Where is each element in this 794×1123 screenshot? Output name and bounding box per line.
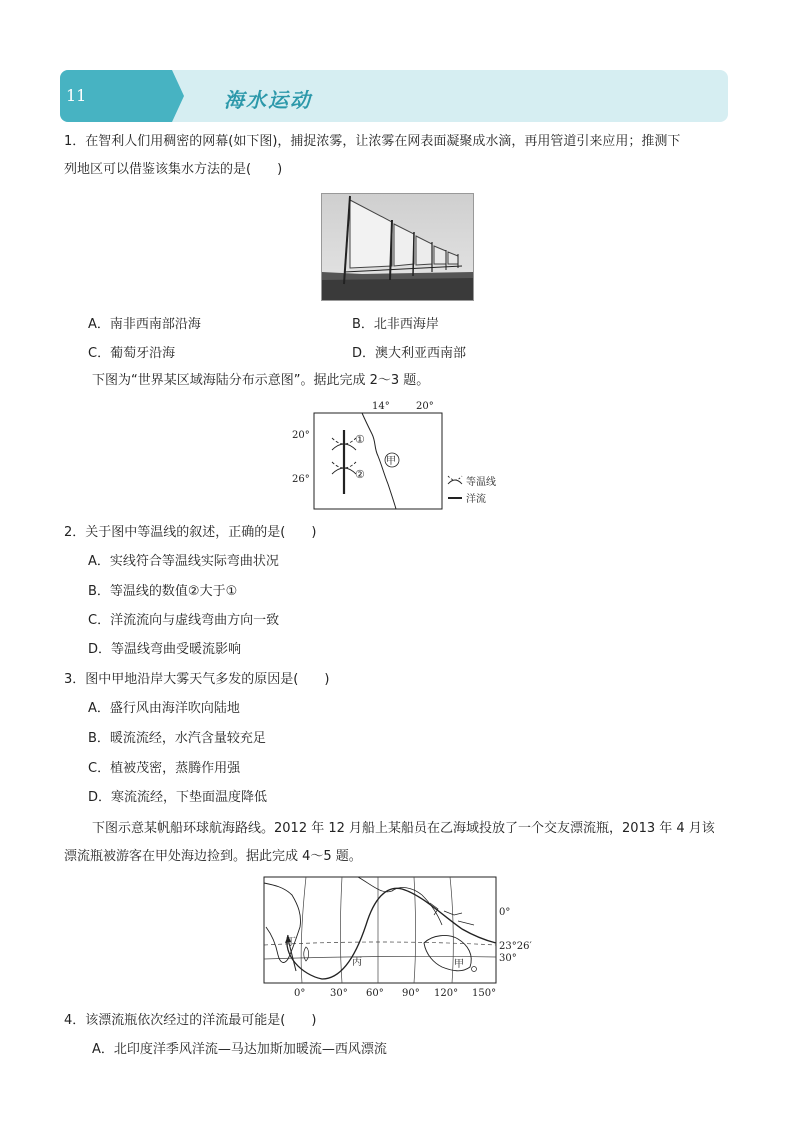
regional-sea-land-map: [290, 398, 510, 514]
map2-lon-90: 90°: [402, 988, 420, 999]
q3-stem: 3．图中甲地沿岸大雾天气多发的原因是( ): [64, 672, 330, 687]
map1-lon-14: 14°: [372, 401, 390, 412]
legend-current-label: 洋流: [466, 494, 486, 505]
map2-marker-ding: 丁: [286, 937, 296, 948]
q3-option-b[interactable]: B．暖流流经，水汽含量较充足: [88, 731, 266, 746]
intro-questions-4-5-line2: 漂流瓶被游客在甲处海边捡到。据此完成 4～5 题。: [64, 849, 362, 864]
q1-stem-line1: 1．在智利人们用稠密的网幕(如下图)，捕捉浓雾，让浓雾在网表面凝聚成水滴，再用管道引来应用；推测下: [64, 134, 681, 149]
q2-option-c[interactable]: C．洋流流向与虚线弯曲方向一致: [88, 613, 280, 628]
q1-option-c[interactable]: C．葡萄牙沿海: [88, 346, 176, 361]
section-title: 海水运动: [224, 88, 312, 112]
map2-lon-0: 0°: [294, 988, 306, 999]
map1-marker-2: ②: [355, 468, 365, 481]
q2-option-d[interactable]: D．等温线弯曲受暖流影响: [88, 642, 242, 657]
fog-net-photo: [321, 193, 474, 301]
legend-isotherm-icon-solid: [448, 480, 462, 484]
q2-option-b[interactable]: B．等温线的数值②大于①: [88, 584, 238, 599]
intro-questions-2-3: 下图为“世界某区域海陆分布示意图”。据此完成 2～3 题。: [92, 373, 430, 388]
map2-lon-120: 120°: [434, 988, 459, 999]
map2-lon-30: 30°: [330, 988, 348, 999]
map1-lon-20: 20°: [416, 401, 434, 412]
map2-lat-30: 30°: [499, 953, 517, 964]
map2-lon-150: 150°: [472, 988, 497, 999]
map2-marker-bing: 丙: [352, 957, 362, 968]
q4-stem: 4．该漂流瓶依次经过的洋流最可能是( ): [64, 1013, 317, 1028]
map1-lat-26: 26°: [292, 474, 310, 485]
map1-marker-1: ①: [355, 433, 365, 446]
q1-option-a[interactable]: A．南非西南部沿海: [88, 317, 201, 332]
map1-marker-jia: 甲: [386, 456, 396, 467]
intro-questions-4-5-line1: 下图示意某帆船环球航海路线。2012 年 12 月船上某船员在乙海域投放了一个交友漂流瓶，2013 年 4 月该: [92, 821, 715, 836]
q1-option-b[interactable]: B．北非西海岸: [352, 317, 439, 332]
q3-option-a[interactable]: A．盛行风由海洋吹向陆地: [88, 701, 240, 716]
q1-option-d[interactable]: D．澳大利亚西南部: [352, 346, 467, 361]
map2-lat-tropic: 23°26′: [499, 941, 532, 952]
legend-isotherm-icon: [448, 476, 462, 480]
q2-stem: 2．关于图中等温线的叙述，正确的是( ): [64, 525, 317, 540]
banner-arrow-icon: [172, 70, 184, 122]
q2-option-a[interactable]: A．实线符合等温线实际弯曲状况: [88, 554, 279, 569]
q3-option-c[interactable]: C．植被茂密，蒸腾作用强: [88, 761, 241, 776]
q1-stem-line2: 列地区可以借鉴该集水方法的是( ): [64, 162, 283, 177]
map2-lon-60: 60°: [366, 988, 384, 999]
map2-lat-0: 0°: [499, 907, 511, 918]
legend-isotherm-label: 等温线: [466, 477, 496, 488]
map2-marker-jia: 甲: [454, 959, 464, 970]
map1-lat-20: 20°: [292, 430, 310, 441]
q4-option-a[interactable]: A．北印度洋季风洋流—马达加斯加暖流—西风漂流: [92, 1042, 387, 1057]
q3-option-d[interactable]: D．寒流流经，下垫面温度降低: [88, 790, 268, 805]
section-number: 11: [66, 86, 87, 105]
sailing-route-map: [262, 875, 538, 999]
